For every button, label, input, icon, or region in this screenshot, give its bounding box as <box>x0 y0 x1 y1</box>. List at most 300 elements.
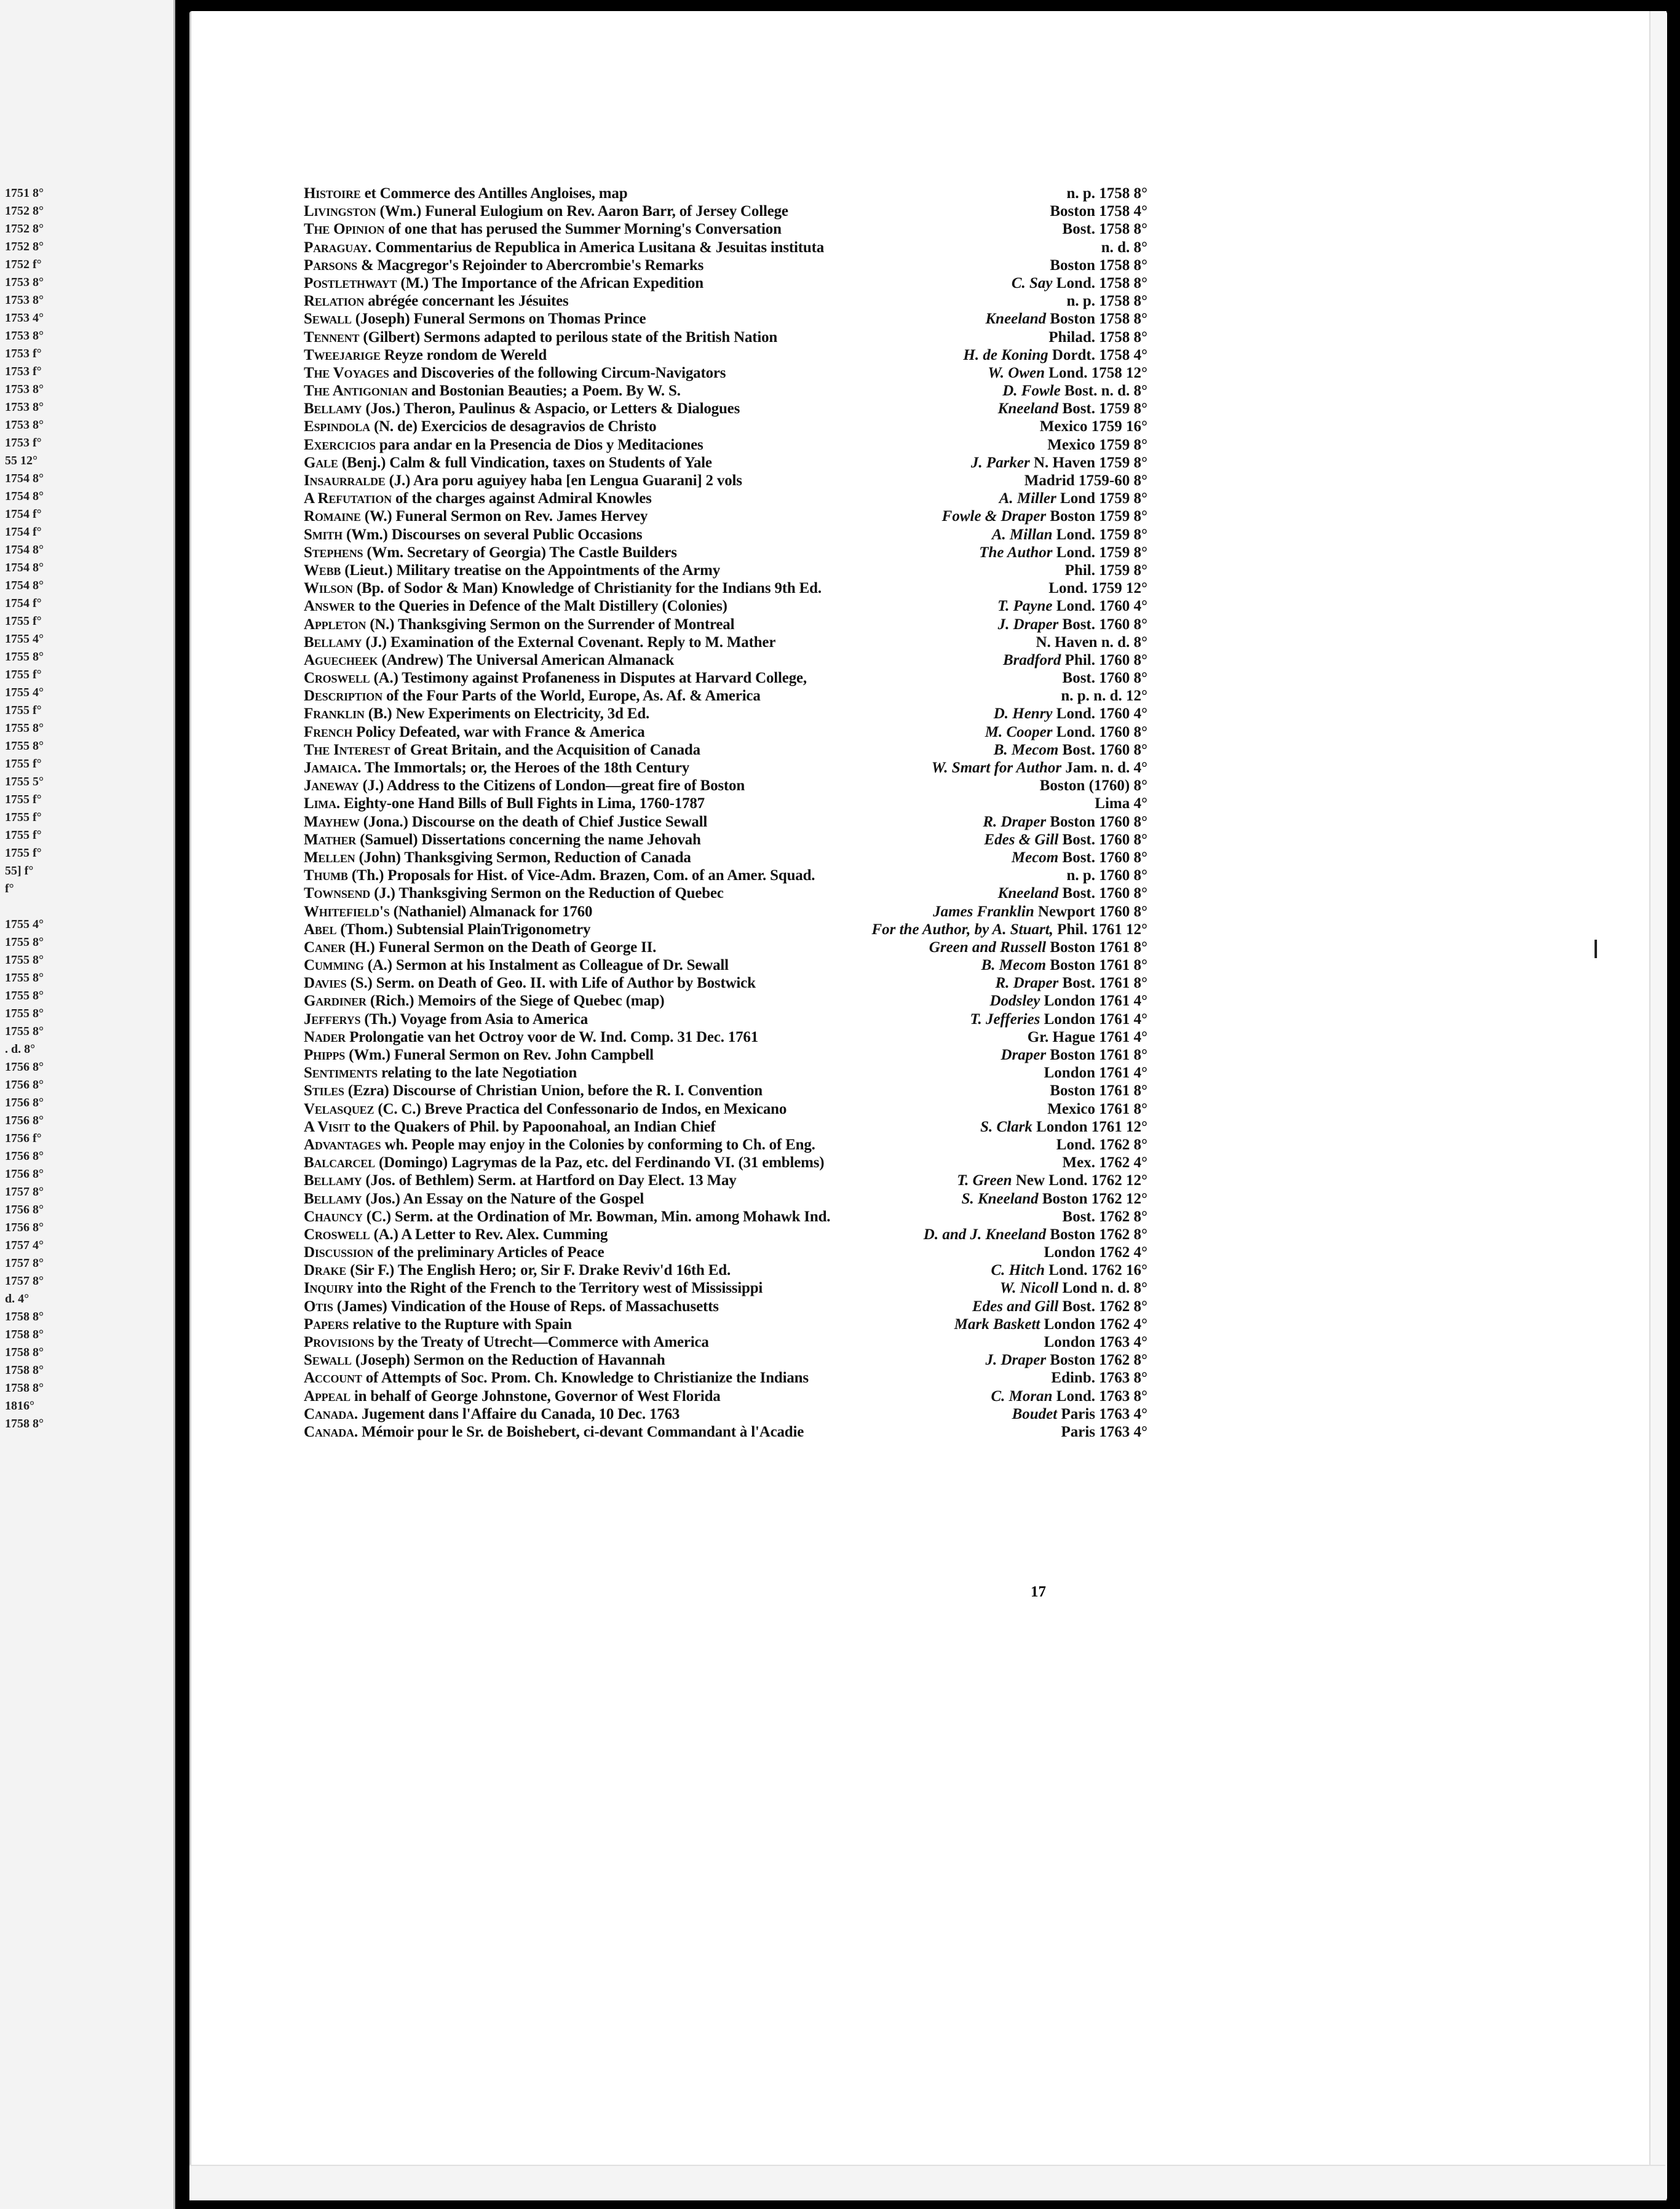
entry-place-date: Lond n. d. 8° <box>1062 1280 1147 1297</box>
bib-entry <box>304 616 1147 633</box>
bib-entry <box>304 1279 1147 1297</box>
entry-text: (Sir F.) The English Hero; or, Sir F. Drake Reviv'd 16th Ed. <box>346 1262 731 1279</box>
entry-place-date: Mexico 1759 16° <box>1039 418 1147 435</box>
entry-imprint <box>954 1190 1147 1208</box>
entry-author: Phipps <box>304 1047 346 1063</box>
bib-entry <box>304 1351 1147 1369</box>
bib-entry <box>304 202 1147 220</box>
entry-imprint <box>864 921 1147 938</box>
entry-author: Smith <box>304 526 343 543</box>
entry-place-date: Boston 1760 8° <box>1050 813 1147 830</box>
entry-place-date: Lond. 1763 8° <box>1056 1387 1147 1405</box>
entry-printer: For the Author, by A. Stuart, <box>871 921 1058 938</box>
entry-author: Aguecheek <box>304 651 378 668</box>
entry-place-date: Bost. 1760 8° <box>1062 670 1147 687</box>
left-edge-date: 1758 8° <box>5 1346 44 1359</box>
left-edge-date: 1755 8° <box>5 1007 44 1020</box>
entry-imprint <box>922 938 1147 956</box>
left-edge-date: 1754 f° <box>5 507 42 521</box>
entry-printer: Edes & Gill <box>984 831 1063 848</box>
entry-imprint <box>1037 1064 1147 1082</box>
left-edge-date: 1753 8° <box>5 293 44 307</box>
entry-author: Espindola <box>304 418 370 435</box>
entry-imprint <box>1004 274 1147 292</box>
entry-title <box>304 831 977 849</box>
entry-text: to the Quakers of Phil. by Papoonahoal, an Indian Chief <box>350 1118 716 1135</box>
entry-author: Bellamy <box>304 1190 362 1207</box>
left-edge-date: 1754 8° <box>5 490 44 503</box>
entry-imprint <box>990 597 1147 615</box>
bib-entry <box>304 1064 1147 1082</box>
entry-imprint <box>1053 1423 1147 1441</box>
entry-place-date: n. d. 8° <box>1101 239 1147 256</box>
bib-entry <box>304 777 1147 795</box>
entry-imprint <box>1059 184 1147 202</box>
entry-author: French <box>304 723 353 740</box>
entry-title <box>304 1154 1055 1172</box>
entry-title <box>304 633 1028 651</box>
left-edge-date: 55] f° <box>5 864 34 878</box>
entry-printer: Mecom <box>1011 849 1063 866</box>
entry-author: Bellamy <box>304 633 362 651</box>
left-page-dates <box>5 184 173 1433</box>
entry-imprint <box>991 616 1147 633</box>
margin-mark <box>1595 940 1597 958</box>
entry-place-date: Lond. 1758 12° <box>1048 364 1147 381</box>
entry-printer: H. de Koning <box>963 346 1052 363</box>
left-edge-date: 1756 8° <box>5 1114 44 1127</box>
bib-entry <box>304 274 1147 292</box>
entry-author: Postlethwayt <box>304 274 397 291</box>
left-edge-date: 55 12° <box>5 454 38 467</box>
entry-title <box>304 597 990 615</box>
entry-imprint <box>1055 1154 1147 1172</box>
entry-title <box>304 1315 947 1333</box>
entry-place-date: Jam. n. d. 4° <box>1065 759 1147 776</box>
entry-text: relating to the late Negotiation <box>377 1065 577 1082</box>
entry-place-date: Boston 1762 12° <box>1042 1190 1147 1207</box>
left-edge-date: 1755 8° <box>5 739 44 753</box>
entry-imprint <box>1094 239 1147 256</box>
entry-author: The Voyages <box>304 364 389 381</box>
entry-author: Sentiments <box>304 1065 378 1082</box>
entry-text: (Jos.) An Essay on the Nature of the Gospel <box>362 1190 644 1207</box>
entry-text: (Bp. of Sodor & Man) Knowledge of Christianity for the Indians 9th Ed. <box>352 580 822 597</box>
entry-text: (N.) Thanksgiving Sermon on the Surrender of Montreal <box>366 616 735 633</box>
entry-imprint <box>1041 328 1147 346</box>
entry-author: Balcarcel <box>304 1154 375 1172</box>
left-edge-date: 1753 8° <box>5 329 44 343</box>
entry-text: (Jona.) Discourse on the death of Chief Justice Sewall <box>359 813 708 830</box>
entry-printer: D. and J. Kneeland <box>923 1226 1050 1243</box>
left-edge-date: 1755 f° <box>5 828 42 842</box>
entry-imprint <box>978 310 1147 328</box>
entry-imprint <box>982 992 1147 1010</box>
left-edge-date: 1755 f° <box>5 704 42 717</box>
entry-imprint <box>974 956 1147 974</box>
entry-author: Inquiry <box>304 1280 354 1297</box>
entry-place-date: Phil. 1761 12° <box>1057 921 1147 938</box>
bib-entry <box>304 795 1147 812</box>
entry-author: Caner <box>304 938 346 956</box>
entry-author: Insaurralde <box>304 472 386 489</box>
entry-place-date: Lond 1759 8° <box>1060 490 1147 507</box>
entry-text: (J.) Ara poru aguiyey haba [en Lengua Guarani] 2 vols <box>385 472 742 489</box>
entry-place-date: Bost. 1759 8° <box>1062 400 1147 418</box>
entry-author: Chauncy <box>304 1208 363 1225</box>
entry-imprint <box>1040 436 1147 454</box>
entry-printer: W. Owen <box>988 364 1049 381</box>
entry-author: Histoire <box>304 185 361 202</box>
entry-text: (Joseph) Funeral Sermons on Thomas Prince <box>351 311 646 328</box>
entry-text: of Great Britain, and the Acquisition of Canada <box>390 741 700 758</box>
entry-place-date: Boston 1758 8° <box>1050 256 1147 274</box>
entry-printer: Kneeland <box>985 311 1050 328</box>
entry-text: (James) Vindication of the House of Reps. of Massachusetts <box>333 1298 719 1315</box>
entry-author: Provisions <box>304 1334 374 1350</box>
left-edge-date: 1755 f° <box>5 668 42 681</box>
entry-text: Reyze rondom de Wereld <box>380 346 547 363</box>
left-edge-date: 1753 f° <box>5 365 42 378</box>
entry-text: (Wm.) Funeral Eulogium on Rev. Aaron Barr, of Jersey College <box>376 203 788 220</box>
entry-author: Canada. <box>304 1405 358 1422</box>
bib-entry <box>304 454 1147 472</box>
entry-author: Otis <box>304 1298 333 1315</box>
entry-title <box>304 956 974 974</box>
entry-title <box>304 274 1004 292</box>
entry-imprint <box>1041 579 1147 597</box>
entry-title <box>304 616 991 633</box>
entry-title <box>304 202 1042 220</box>
bib-entry <box>304 544 1147 561</box>
bib-entry <box>304 472 1147 490</box>
entry-title <box>304 184 1059 202</box>
entry-printer: James Franklin <box>933 903 1038 920</box>
entry-imprint <box>949 1172 1147 1189</box>
entry-imprint <box>924 759 1147 777</box>
bib-entry <box>304 633 1147 651</box>
entry-printer: B. Mecom <box>981 957 1050 974</box>
left-edge-date: 1757 4° <box>5 1239 44 1252</box>
entry-printer: W. Nicoll <box>999 1280 1063 1297</box>
entry-place-date: Mexico 1759 8° <box>1047 436 1147 453</box>
entry-text: (Gilbert) Sermons adapted to perilous state of the British Nation <box>359 328 778 346</box>
entry-place-date: Paris 1763 4° <box>1061 1405 1147 1422</box>
entry-author: Relation <box>304 293 365 310</box>
entry-text: of the Four Parts of the World, Europe, As. Af. & America <box>382 688 761 705</box>
entry-text: (A.) Testimony against Profaneness in Disputes at Harvard College, <box>370 670 807 687</box>
entry-author: Romaine <box>304 508 361 525</box>
bib-entry <box>304 723 1147 741</box>
bib-entry <box>304 239 1147 256</box>
entry-title <box>304 1118 973 1136</box>
left-edge-date: 1755 f° <box>5 811 42 824</box>
entry-title <box>304 867 1059 884</box>
entry-text: (Jos.) Theron, Paulinus & Aspacio, or Letters & Dialogues <box>362 400 740 418</box>
entry-place-date: Lond. 1760 4° <box>1056 705 1147 723</box>
entry-printer: Green and Russell <box>929 938 1050 956</box>
entry-author: Davies <box>304 975 347 992</box>
entry-imprint <box>975 813 1147 831</box>
bib-entry <box>304 759 1147 777</box>
entry-imprint <box>1040 1100 1147 1118</box>
bib-entry <box>304 436 1147 454</box>
left-edge-date: 1755 8° <box>5 953 44 967</box>
entry-place-date: Bost. 1760 8° <box>1062 616 1147 633</box>
left-edge-date: d. 4° <box>5 1292 30 1306</box>
entry-place-date: n. p. 1760 8° <box>1066 867 1147 884</box>
entry-text: to the Queries in Defence of the Malt Distillery (Colonies) <box>354 598 727 615</box>
left-edge-date: 1753 4° <box>5 311 44 325</box>
entry-title <box>304 1226 916 1243</box>
entry-text: (Th.) Voyage from Asia to America <box>360 1010 588 1028</box>
bib-entry <box>304 1190 1147 1208</box>
bib-entry <box>304 561 1147 579</box>
entry-title <box>304 1190 954 1208</box>
entry-text: (John) Thanksgiving Sermon, Reduction of Canada <box>355 849 691 866</box>
bib-entry <box>304 938 1147 956</box>
entry-imprint <box>1053 687 1147 705</box>
bib-entry <box>304 1028 1147 1046</box>
entry-imprint <box>992 490 1147 507</box>
left-edge-date: 1758 8° <box>5 1381 44 1395</box>
bib-entry <box>304 849 1147 867</box>
entry-author: Discussion <box>304 1244 374 1261</box>
entry-text: The Immortals; or, the Heroes of the 18th Century <box>361 759 690 776</box>
bib-entry <box>304 1154 1147 1172</box>
bib-entry <box>304 1298 1147 1315</box>
entry-imprint <box>1037 1243 1147 1261</box>
entry-place-date: Bost. 1760 8° <box>1062 849 1147 866</box>
entry-author: Stiles <box>304 1082 344 1100</box>
entry-imprint <box>986 741 1147 759</box>
entry-printer: M. Cooper <box>985 723 1056 740</box>
entry-author: Jefferys <box>304 1010 361 1028</box>
bib-entry <box>304 328 1147 346</box>
entry-author: Jamaica. <box>304 759 362 776</box>
entry-text: (Th.) Proposals for Hist. of Vice-Adm. Brazen, Com. of an Amer. Squad. <box>347 867 815 884</box>
bib-entry <box>304 741 1147 759</box>
entry-author: Appleton <box>304 616 367 633</box>
left-edge-date: 1754 8° <box>5 579 44 592</box>
bib-entry <box>304 1243 1147 1261</box>
left-edge-date: 1755 8° <box>5 935 44 949</box>
left-edge-date: 1816° <box>5 1399 34 1413</box>
entry-imprint <box>1032 777 1147 795</box>
bib-entry <box>304 831 1147 849</box>
entry-text: (J.) Examination of the External Covenant. Reply to M. Mather <box>362 633 776 651</box>
entry-printer: Mark Baskett <box>954 1315 1044 1333</box>
left-edge-date: 1756 8° <box>5 1167 44 1181</box>
left-edge-date: 1751 8° <box>5 186 44 200</box>
entry-author: Gale <box>304 454 338 471</box>
entry-printer: R. Draper <box>995 975 1063 992</box>
bib-entry <box>304 364 1147 382</box>
entry-printer: C. Moran <box>991 1387 1056 1405</box>
entry-text: Commentarius de Republica in America Lusitana & Jesuitas instituta <box>371 239 825 256</box>
entry-title <box>304 1279 993 1297</box>
left-edge-date: 1752 8° <box>5 204 44 218</box>
entry-title <box>304 1298 965 1315</box>
entry-place-date: Boston (1760) 8° <box>1039 777 1147 795</box>
entry-author: Lima. <box>304 795 340 812</box>
entry-imprint <box>1028 633 1147 651</box>
entry-text: (Ezra) Discourse of Christian Union, before the R. I. Convention <box>344 1082 763 1100</box>
entry-title <box>304 490 992 507</box>
entry-place-date: n. p. n. d. 12° <box>1061 688 1147 705</box>
entry-author: Parsons <box>304 256 357 274</box>
entry-title <box>304 795 1087 812</box>
entry-text: of the preliminary Articles of Peace <box>373 1244 604 1261</box>
entry-text: et Commerce des Antilles Angloises, map <box>360 185 628 202</box>
entry-imprint <box>1055 220 1147 238</box>
entry-imprint <box>1044 1369 1147 1387</box>
entry-imprint <box>965 1298 1147 1315</box>
left-edge-date <box>5 898 173 916</box>
entry-title <box>304 884 991 902</box>
entry-place-date: Boston 1761 8° <box>1050 957 1147 974</box>
left-edge-date: 1755 8° <box>5 971 44 985</box>
bib-entry <box>304 669 1147 687</box>
entry-title <box>304 400 991 418</box>
entry-author: Mather <box>304 831 357 848</box>
entry-text: (Wm.) Funeral Sermon on Rev. John Campbell <box>345 1047 654 1063</box>
entry-text: abrégée concernant les Jésuites <box>364 293 569 310</box>
page-fold-bottom <box>189 2165 1665 2200</box>
left-edge-date: 1752 f° <box>5 258 42 271</box>
left-edge-date: 1753 f° <box>5 436 42 450</box>
entry-printer: S. Kneeland <box>961 1190 1042 1207</box>
entry-place-date: London 1761 4° <box>1044 993 1147 1010</box>
bib-entry <box>304 1136 1147 1154</box>
entry-title <box>304 579 1041 597</box>
entry-imprint <box>1059 292 1147 310</box>
entry-printer: The Author <box>979 544 1056 561</box>
entry-imprint <box>1004 849 1147 867</box>
entry-title <box>304 705 986 723</box>
entry-title <box>304 507 935 525</box>
bib-entry <box>304 1387 1147 1405</box>
bib-entry <box>304 1369 1147 1387</box>
entry-title <box>304 1100 1040 1118</box>
entry-text: (Thom.) Subtensial PlainTrigonometry <box>336 921 591 938</box>
entry-place-date: London 1761 12° <box>1036 1118 1147 1135</box>
entry-text: relative to the Rupture with Spain <box>349 1315 573 1333</box>
entry-place-date: Gr. Hague 1761 4° <box>1027 1028 1147 1045</box>
entry-place-date: n. p. 1758 8° <box>1066 185 1147 202</box>
bib-entry <box>304 651 1147 669</box>
entry-text: into the Right of the French to the Territory west of Mississippi <box>353 1280 763 1297</box>
entry-imprint <box>935 507 1147 525</box>
entry-text: (M.) The Importance of the African Expedition <box>397 274 703 291</box>
entry-place-date: Bost. 1760 8° <box>1062 831 1147 848</box>
entry-author: Janeway <box>304 777 359 795</box>
entry-author: Nader <box>304 1028 346 1045</box>
entry-title <box>304 561 1058 579</box>
entry-imprint <box>1037 1333 1147 1351</box>
entry-text: (Nathaniel) Almanack for 1760 <box>389 903 593 920</box>
entry-printer: W. Smart for Author <box>931 759 1066 776</box>
entry-imprint <box>956 346 1147 364</box>
entry-imprint <box>973 1118 1147 1136</box>
bib-entry <box>304 1315 1147 1333</box>
bibliography-list <box>304 184 1147 1441</box>
entry-title <box>304 346 956 364</box>
entry-place-date: Mexico 1761 8° <box>1047 1100 1147 1117</box>
entry-imprint <box>980 364 1147 382</box>
bib-entry <box>304 1423 1147 1441</box>
entry-title <box>304 723 978 741</box>
bib-entry <box>304 921 1147 938</box>
entry-text: (J.) Thanksgiving Sermon on the Reduction of Quebec <box>370 885 724 902</box>
entry-title <box>304 220 1055 238</box>
entry-text: and Bostonian Beauties; a Poem. By W. S. <box>407 383 681 400</box>
left-edge-date: 1757 8° <box>5 1185 44 1199</box>
entry-place-date: London 1762 4° <box>1044 1315 1147 1333</box>
entry-printer: A. Millan <box>991 526 1056 543</box>
left-edge-date: 1756 8° <box>5 1060 44 1074</box>
entry-author: Bellamy <box>304 400 362 418</box>
entry-place-date: n. p. 1758 8° <box>1066 293 1147 310</box>
entry-title <box>304 544 972 561</box>
entry-text: (Benj.) Calm & full Vindication, taxes on Students of Yale <box>338 454 712 471</box>
entry-title <box>304 759 924 777</box>
entry-printer: Bradford <box>1002 651 1065 668</box>
left-page-edge <box>0 0 175 2209</box>
left-edge-date: 1758 8° <box>5 1417 44 1430</box>
page-number: 17 <box>1031 1584 1046 1600</box>
entry-text: of Attempts of Soc. Prom. Ch. Knowledge to Christianize the Indians <box>362 1370 809 1387</box>
entry-imprint <box>1042 1082 1147 1100</box>
bib-entry <box>304 1208 1147 1226</box>
entry-printer: Draper <box>1000 1047 1050 1063</box>
entry-text: in behalf of George Johnstone, Governor of West Florida <box>350 1387 721 1405</box>
entry-author: Tennent <box>304 328 360 346</box>
entry-place-date: Bost. 1760 8° <box>1062 885 1147 902</box>
entry-place-date: Lima 4° <box>1095 795 1147 812</box>
entry-imprint <box>964 454 1147 472</box>
entry-author: Townsend <box>304 885 371 902</box>
entry-text: (C. C.) Breve Practica del Confessonario de Indos, en Mexicano <box>374 1100 787 1117</box>
entry-place-date: Dordt. 1758 4° <box>1052 346 1147 363</box>
entry-imprint <box>1042 256 1147 274</box>
entry-title <box>304 1369 1044 1387</box>
bib-entry <box>304 884 1147 902</box>
bib-entry <box>304 1172 1147 1189</box>
entry-text: (Rich.) Memoirs of the Siege of Quebec (map) <box>366 993 665 1010</box>
left-edge-date: 1755 f° <box>5 846 42 860</box>
entry-title <box>304 1387 983 1405</box>
entry-text: of the charges against Admiral Knowles <box>391 490 652 507</box>
entry-place-date: Bost. n. d. 8° <box>1064 383 1147 400</box>
entry-imprint <box>1049 1136 1147 1154</box>
entry-author: Croswell <box>304 670 370 687</box>
bib-entry <box>304 992 1147 1010</box>
entry-place-date: Edinb. 1763 8° <box>1051 1370 1147 1387</box>
entry-place-date: Lond. 1762 8° <box>1056 1136 1147 1153</box>
entry-text: (Jos. of Bethlem) Serm. at Hartford on Day Elect. 13 May <box>362 1172 737 1189</box>
entry-title <box>304 1172 949 1189</box>
entry-author: Franklin <box>304 705 365 723</box>
entry-author: Account <box>304 1370 362 1387</box>
entry-imprint <box>978 723 1147 741</box>
entry-printer: D. Henry <box>993 705 1056 723</box>
entry-title <box>304 1136 1049 1154</box>
entry-place-date: Lond. 1762 16° <box>1048 1262 1147 1279</box>
entry-title <box>304 849 1004 867</box>
entry-author: Whitefield's <box>304 903 390 920</box>
entry-place-date: Boston 1761 8° <box>1050 938 1147 956</box>
